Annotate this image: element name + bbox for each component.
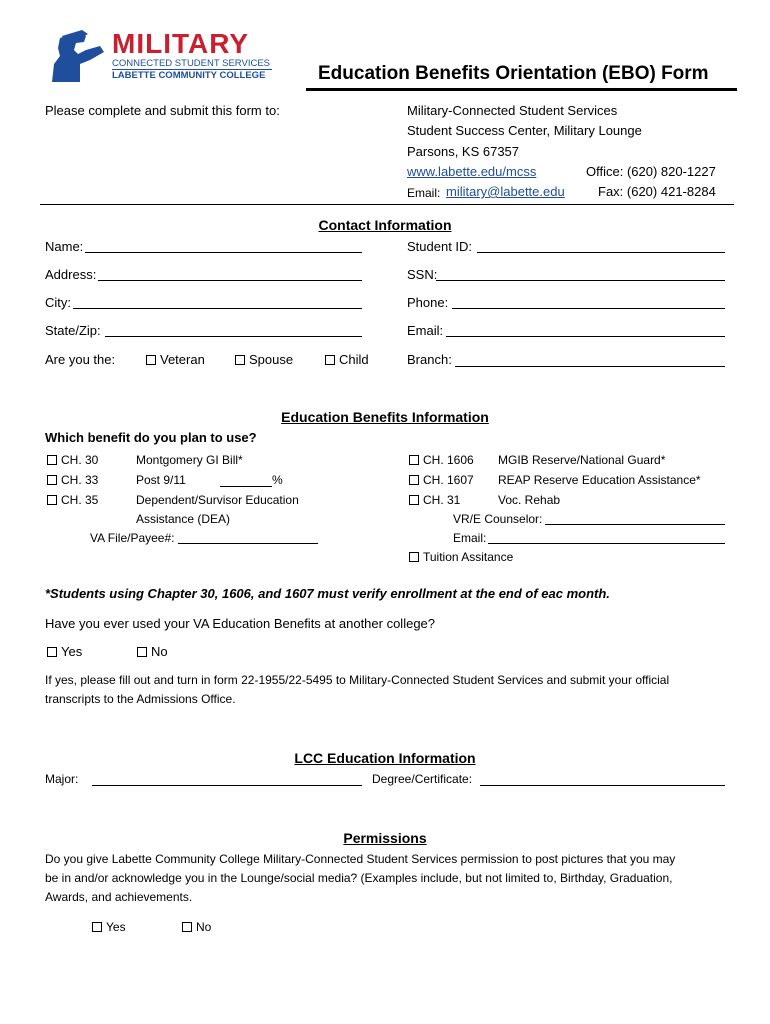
benefit-ch31[interactable] — [409, 493, 460, 507]
are-you-label: Are you the: — [45, 352, 116, 367]
permissions-heading: Permissions — [343, 830, 427, 846]
city-label: City: — [45, 295, 71, 310]
major-label: Major: — [45, 772, 79, 786]
phone-input[interactable] — [452, 308, 725, 309]
contact-email-input[interactable] — [446, 336, 725, 337]
ch31-desc: Voc. Rehab — [498, 493, 561, 507]
logo — [46, 28, 276, 84]
website-link[interactable]: www.labette.edu/mcss — [407, 164, 537, 179]
lcc-heading: LCC Education Information — [294, 750, 476, 766]
ch33-desc: Post 9/11 — [136, 473, 186, 487]
spouse-option[interactable] — [235, 352, 293, 367]
branch-label: Branch: — [407, 352, 452, 367]
section-divider — [40, 204, 734, 205]
va-file-label: VA File/Payee#: — [90, 531, 175, 545]
ch35-checkbox[interactable] — [47, 495, 57, 505]
logo-subtitle-1: CONNECTED STUDENT SERVICES — [112, 58, 271, 69]
city-input[interactable] — [73, 308, 362, 309]
office-name: Military-Connected Student Services — [407, 103, 618, 118]
contact-heading: Contact Information — [318, 217, 452, 233]
ch30-desc: Montgomery GI Bill* — [136, 453, 243, 467]
permission-yes-checkbox[interactable] — [92, 922, 102, 932]
permission-yes-label: Yes — [106, 920, 126, 934]
title-rule — [306, 88, 737, 91]
prior-no-option[interactable] — [137, 645, 168, 660]
ch30-code: CH. 30 — [61, 453, 99, 467]
prior-yes-label: Yes — [61, 644, 83, 659]
logo-title: MILITARY — [112, 28, 250, 59]
name-input[interactable] — [85, 252, 362, 253]
ch33-checkbox[interactable] — [47, 475, 57, 485]
benefit-ch30[interactable] — [47, 453, 98, 467]
benefit-ch1607[interactable] — [409, 473, 474, 487]
soldier-salute-icon — [46, 28, 108, 82]
prior-no-label: No — [151, 644, 168, 659]
permission-yes-option[interactable] — [92, 920, 126, 934]
benefit-ch35[interactable] — [47, 493, 98, 507]
submit-instruction: Please complete and submit this form to: — [45, 103, 280, 118]
ch1607-checkbox[interactable] — [409, 475, 419, 485]
child-option[interactable] — [325, 352, 369, 367]
state-zip-input[interactable] — [105, 336, 362, 337]
ch30-checkbox[interactable] — [47, 455, 57, 465]
dea-text: Assistance (DEA) — [136, 512, 231, 526]
vre-email-input[interactable] — [488, 543, 725, 544]
post911-percent-input[interactable] — [220, 486, 272, 487]
ch1607-code: CH. 1607 — [423, 473, 474, 487]
enrollment-note: *Students using Chapter 30, 1606, and 1607 must verify enrollment at the end of eac month. — [45, 586, 610, 601]
benefit-ch1606[interactable] — [409, 453, 474, 467]
child-checkbox[interactable] — [325, 355, 335, 365]
spouse-label: Spouse — [249, 352, 294, 367]
ch1606-code: CH. 1606 — [423, 453, 474, 467]
ch35-desc: Dependent/Survisor Education — [136, 493, 299, 507]
office-location: Student Success Center, Military Lounge — [407, 123, 642, 138]
ch35-code: CH. 35 — [61, 493, 99, 507]
ch31-checkbox[interactable] — [409, 495, 419, 505]
state-zip-label: State/Zip: — [45, 323, 101, 338]
email-label: Email: — [407, 186, 441, 200]
tuition-label: Tuition Assitance — [423, 550, 514, 564]
vre-email-label: Email: — [453, 531, 487, 545]
va-file-input[interactable] — [178, 543, 318, 544]
degree-label: Degree/Certificate: — [372, 772, 473, 786]
prior-yes-checkbox[interactable] — [47, 647, 57, 657]
office-fax: Fax: (620) 421-8284 — [598, 184, 716, 199]
permissions-text-3: Awards, and achievements. — [45, 890, 193, 904]
vre-counselor-label: VR/E Counselor: — [453, 512, 543, 526]
vre-counselor-input[interactable] — [545, 524, 725, 525]
child-label: Child — [339, 352, 369, 367]
major-input[interactable] — [92, 785, 362, 786]
ssn-label: SSN: — [407, 267, 438, 282]
ch31-code: CH. 31 — [423, 493, 461, 507]
spouse-checkbox[interactable] — [235, 355, 245, 365]
prior-yes-option[interactable] — [47, 645, 82, 660]
if-yes-text-1: If yes, please fill out and turn in form 22-1955/22-5495 to Military-Connected Student Services and submit your official — [45, 673, 670, 687]
branch-input[interactable] — [455, 366, 725, 367]
veteran-checkbox[interactable] — [146, 355, 156, 365]
email-link[interactable]: military@labette.edu — [446, 184, 565, 199]
benefits-heading: Education Benefits Information — [281, 409, 489, 425]
tuition-checkbox[interactable] — [409, 552, 419, 562]
permission-no-checkbox[interactable] — [182, 922, 192, 932]
form-title: Education Benefits Orientation (EBO) Form — [318, 63, 709, 84]
permissions-text-2: be in and/or acknowledge you in the Lounge/social media? (Examples include, but not limited to, Birthday, Graduation, — [45, 871, 673, 885]
office-city: Parsons, KS 67357 — [407, 144, 520, 159]
permissions-text-1: Do you give Labette Community College Military-Connected Student Services permission to post pictures that you may — [45, 852, 676, 866]
ch1607-desc: REAP Reserve Education Assistance* — [498, 473, 701, 487]
ch1606-checkbox[interactable] — [409, 455, 419, 465]
if-yes-text-2: transcripts to the Admissions Office. — [45, 692, 236, 706]
benefit-tuition[interactable] — [409, 550, 513, 564]
benefit-question: Which benefit do you plan to use? — [45, 430, 257, 445]
ch33-code: CH. 33 — [61, 473, 99, 487]
student-id-input[interactable] — [477, 252, 725, 253]
address-label: Address: — [45, 267, 97, 282]
address-input[interactable] — [98, 280, 362, 281]
veteran-label: Veteran — [160, 352, 205, 367]
permission-no-option[interactable] — [182, 920, 211, 934]
ch1606-desc: MGIB Reserve/National Guard* — [498, 453, 666, 467]
contact-email-label: Email: — [407, 323, 444, 338]
veteran-option[interactable] — [146, 352, 205, 367]
name-label: Name: — [45, 239, 84, 254]
benefit-ch33[interactable] — [47, 473, 98, 487]
prior-no-checkbox[interactable] — [137, 647, 147, 657]
logo-subtitle-2: LABETTE COMMUNITY COLLEGE — [112, 70, 266, 81]
phone-label: Phone: — [407, 295, 449, 310]
ssn-input[interactable] — [436, 280, 725, 281]
percent-sign: % — [272, 473, 283, 487]
student-id-label: Student ID: — [407, 239, 473, 254]
office-phone: Office: (620) 820-1227 — [586, 164, 716, 179]
prior-use-question: Have you ever used your VA Education Benefits at another college? — [45, 616, 436, 631]
permission-no-label: No — [196, 920, 212, 934]
degree-input[interactable] — [480, 785, 725, 786]
